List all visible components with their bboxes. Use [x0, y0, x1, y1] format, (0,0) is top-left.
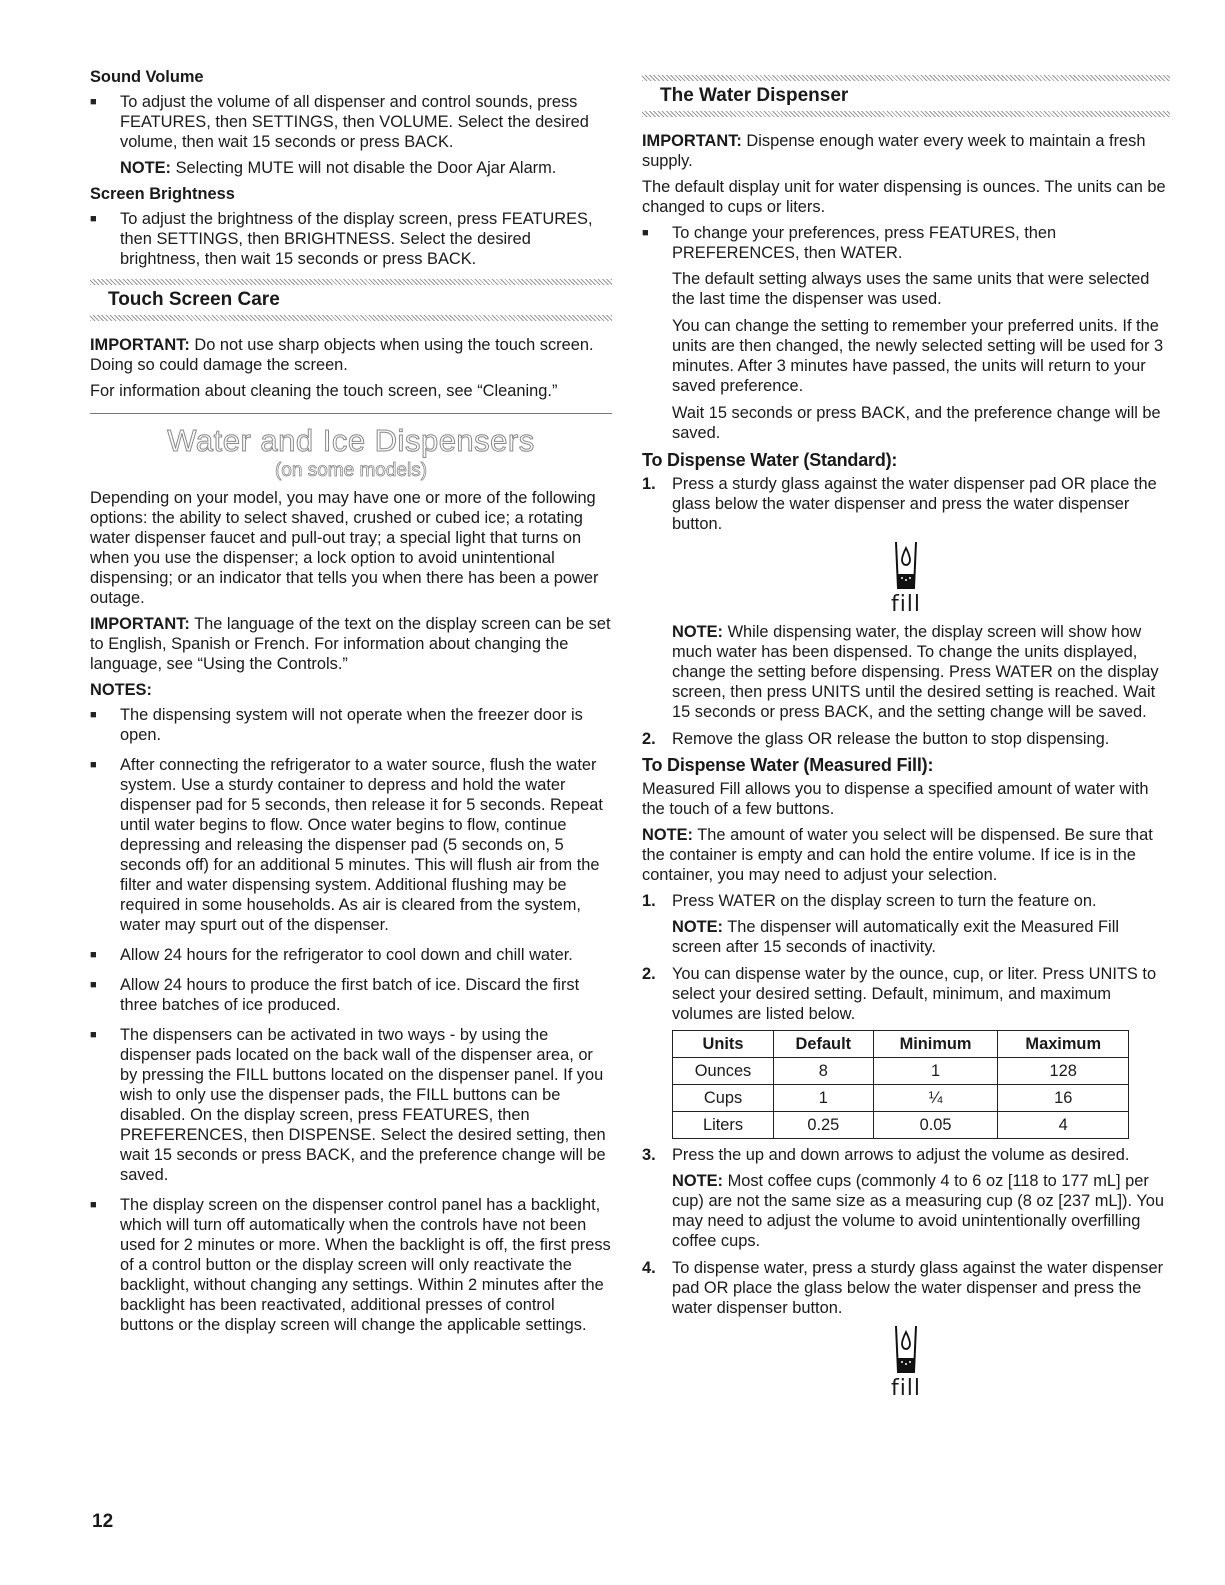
note-label: NOTE:: [672, 623, 723, 641]
step-text: Press a sturdy glass against the water dispenser pad OR place the glass below the water dispenser and press the water dispenser button.: [672, 475, 1157, 533]
measured-intro: Measured Fill allows you to dispense a specified amount of water with the touch of a few buttons.: [642, 780, 1149, 818]
right-column: [642, 63, 1170, 1406]
preference-para: The default setting always uses the same units that were selected the last time the dispenser was used.: [672, 270, 1150, 308]
fill-button-illustration: [642, 540, 1170, 618]
touch-screen-care-banner: [90, 279, 612, 321]
volume-table: [672, 1030, 1129, 1139]
table-cell: 8: [774, 1058, 874, 1085]
important-text: The language of the text on the display screen can be set to English, Spanish or French. For information about changing the language, see “Using the Controls.”: [90, 615, 611, 673]
page-number: 12: [92, 1511, 114, 1532]
step-text: Press WATER on the display screen to turn the feature on.: [672, 892, 1097, 910]
note-item: ■ Allow 24 hours to produce the first batch of ice. Discard the first three batches of ice produced.: [90, 975, 612, 1015]
water-dispenser-important: [642, 131, 1170, 171]
touch-screen-important: [90, 335, 612, 375]
table-cell: 16: [998, 1085, 1129, 1112]
screen-brightness-heading: Screen Brightness: [90, 185, 235, 203]
column-header: Units: [673, 1031, 774, 1058]
column-header: Maximum: [998, 1031, 1129, 1058]
note-item: ■ The display screen on the dispenser control panel has a backlight, which will turn off automatically when the controls have not been used for 2 minutes or more. When the backlight is off, the first press of a control button or the display screen will only reactivate the backlight, without changing any settings. Within 2 minutes after the backlight has been reactivated, additional presses of control buttons or the display screen will change the applicable settings.: [90, 1195, 612, 1335]
standard-step-2: [642, 729, 1170, 749]
standard-note: [642, 622, 1170, 722]
table-cell: 4: [998, 1112, 1129, 1139]
water-ice-subtitle: (on some models): [274, 460, 428, 481]
sound-volume-bullet: ■ To adjust the volume of all dispenser and control sounds, press FEATURES, then SETTINGS, then VOLUME. Select the desired volume, then wait 15 seconds or press BACK.: [90, 92, 612, 152]
measured-step-3: [642, 1145, 1170, 1165]
step-text: To dispense water, press a sturdy glass against the water dispenser pad OR place the glass below the water dispenser and press the water dispenser button.: [672, 1259, 1164, 1317]
measured-step-3-note: [642, 1171, 1170, 1251]
important-label: IMPORTANT:: [90, 615, 190, 633]
water-ice-title: Water and Ice Dispensers: [167, 423, 535, 458]
important-label: IMPORTANT:: [642, 132, 742, 150]
measured-step-1: [642, 891, 1170, 911]
notes-heading: NOTES:: [90, 681, 152, 699]
water-dispenser-heading: The Water Dispenser: [660, 85, 849, 106]
note-text: Most coffee cups (commonly 4 to 6 oz [118 to 177 mL] per cup) are not the same size as a measuring cup (8 oz [237 mL]). You may need to adjust the volume to avoid unintentionally overfilling coffee cups.: [672, 1172, 1164, 1250]
note-item: ■ The dispensers can be activated in two ways - by using the dispenser pads located on the back wall of the dispenser area, or by pressing the FILL buttons located on the dispenser panel. If you wish to only use the dispenser pads, the FILL buttons can be disabled. On the display screen, press FEATURES, then PREFERENCES, then DISPENSE. Select the desired setting, then wait 15 seconds or press BACK, and the preference change will be saved.: [90, 1025, 612, 1185]
step-text: Press the up and down arrows to adjust the volume as desired.: [672, 1146, 1130, 1164]
glass-icon: [893, 1324, 919, 1376]
important-text: Do not use sharp objects when using the touch screen. Doing so could damage the screen.: [90, 336, 594, 374]
table-row: [673, 1058, 1129, 1085]
preference-para: You can change the setting to remember your preferred units. If the units are then changed, the newly selected setting will be used for 3 minutes. After 3 minutes have passed, the units will return to your saved preference.: [672, 317, 1164, 395]
note-label: NOTE:: [672, 1172, 723, 1190]
important-label: IMPORTANT:: [90, 336, 190, 354]
measured-step-4: [642, 1258, 1170, 1318]
preference-para: Wait 15 seconds or press BACK, and the preference change will be saved.: [672, 404, 1161, 442]
table-cell: Ounces: [673, 1058, 774, 1085]
standard-heading: To Dispense Water (Standard):: [642, 450, 898, 470]
table-cell: ¼: [873, 1085, 998, 1112]
table-cell: Liters: [673, 1112, 774, 1139]
step-number: 4.: [642, 1259, 656, 1277]
step-number: 1.: [642, 892, 656, 910]
note-label: NOTE:: [642, 826, 693, 844]
water-ice-important: [90, 614, 612, 674]
table-cell: Cups: [673, 1085, 774, 1112]
section-divider: [90, 413, 612, 414]
measured-heading: To Dispense Water (Measured Fill):: [642, 755, 934, 775]
sound-volume-note: [90, 158, 612, 178]
step-text: You can dispense water by the ounce, cup, or liter. Press UNITS to select your desired setting. Default, minimum, and maximum volumes are listed below.: [672, 965, 1157, 1023]
step-number: 2.: [642, 965, 656, 983]
water-ice-intro: Depending on your model, you may have one or more of the following options: the ability to select shaved, crushed or cubed ice; a rotating water dispenser faucet and pull-out tray; a special light that turns on when you use the dispenser; a lock option to avoid unintentional dispensing; or an indicator that tells you when there has been a power outage.: [90, 489, 599, 607]
note-item: ■ Allow 24 hours for the refrigerator to cool down and chill water.: [90, 945, 612, 965]
standard-step-1: [642, 474, 1170, 534]
table-cell: 0.05: [873, 1112, 998, 1139]
sound-volume-heading: Sound Volume: [90, 68, 204, 86]
measured-step-2: [642, 964, 1170, 1024]
step-number: 1.: [642, 475, 656, 493]
note-text: The amount of water you select will be dispensed. Be sure that the container is empty and can hold the entire volume. If ice is in the container, you may need to adjust your selection.: [642, 826, 1153, 884]
important-text: Dispense enough water every week to maintain a fresh supply.: [642, 132, 1146, 170]
column-header: Minimum: [873, 1031, 998, 1058]
table-cell: 1: [873, 1058, 998, 1085]
note-item: ■ After connecting the refrigerator to a water source, flush the water system. Use a sturdy container to depress and hold the water dispenser pad for 5 seconds, then release it for 5 seconds. Repeat until water begins to flow. Once water begins to flow, continue depressing and releasing the dispenser pad (5 seconds on, 5 seconds off) for an additional 5 minutes. This will flush air from the filter and water dispensing system. Additional flushing may be required in some households. As air is cleared from the system, water may spurt out of the dispenser.: [90, 755, 612, 935]
note-text: The dispenser will automatically exit the Measured Fill screen after 15 seconds of inactivity.: [672, 918, 1119, 956]
fill-button-illustration: [642, 1324, 1170, 1402]
preferences-bullet: ■ To change your preferences, press FEATURES, then PREFERENCES, then WATER.: [642, 223, 1170, 263]
touch-screen-info: For information about cleaning the touch screen, see “Cleaning.”: [90, 382, 558, 400]
column-header: Default: [774, 1031, 874, 1058]
default-units-text: The default display unit for water dispensing is ounces. The units can be changed to cups or liters.: [642, 178, 1166, 216]
fill-label: fill: [890, 592, 922, 617]
note-text: Selecting MUTE will not disable the Door Ajar Alarm.: [175, 159, 557, 177]
table-cell: 0.25: [774, 1112, 874, 1139]
water-dispenser-banner: [642, 75, 1170, 117]
table-row: [673, 1112, 1129, 1139]
left-column: [90, 63, 612, 1341]
table-row: [673, 1085, 1129, 1112]
glass-icon: [893, 540, 919, 592]
touch-screen-care-heading: Touch Screen Care: [108, 289, 280, 310]
table-header-row: [673, 1031, 1129, 1058]
step-text: Remove the glass OR release the button to stop dispensing.: [672, 730, 1110, 748]
fill-label: fill: [890, 1376, 922, 1401]
note-item: ■ The dispensing system will not operate when the freezer door is open.: [90, 705, 612, 745]
note-label: NOTE:: [672, 918, 723, 936]
measured-note: [642, 825, 1170, 885]
measured-step-1-note: [642, 917, 1170, 957]
table-cell: 1: [774, 1085, 874, 1112]
screen-brightness-bullet: ■ To adjust the brightness of the display screen, press FEATURES, then SETTINGS, then BRIGHTNESS. Select the desired brightness, then wait 15 seconds or press BACK.: [90, 209, 612, 269]
note-label: NOTE:: [120, 159, 171, 177]
table-cell: 128: [998, 1058, 1129, 1085]
step-number: 3.: [642, 1146, 656, 1164]
note-text: While dispensing water, the display screen will show how much water has been dispensed. To change the units displayed, change the setting before dispensing. Press WATER on the display screen, then press UNITS until the desired setting is reached. Wait 15 seconds or press BACK, and the setting change will be saved.: [672, 623, 1159, 721]
step-number: 2.: [642, 730, 656, 748]
